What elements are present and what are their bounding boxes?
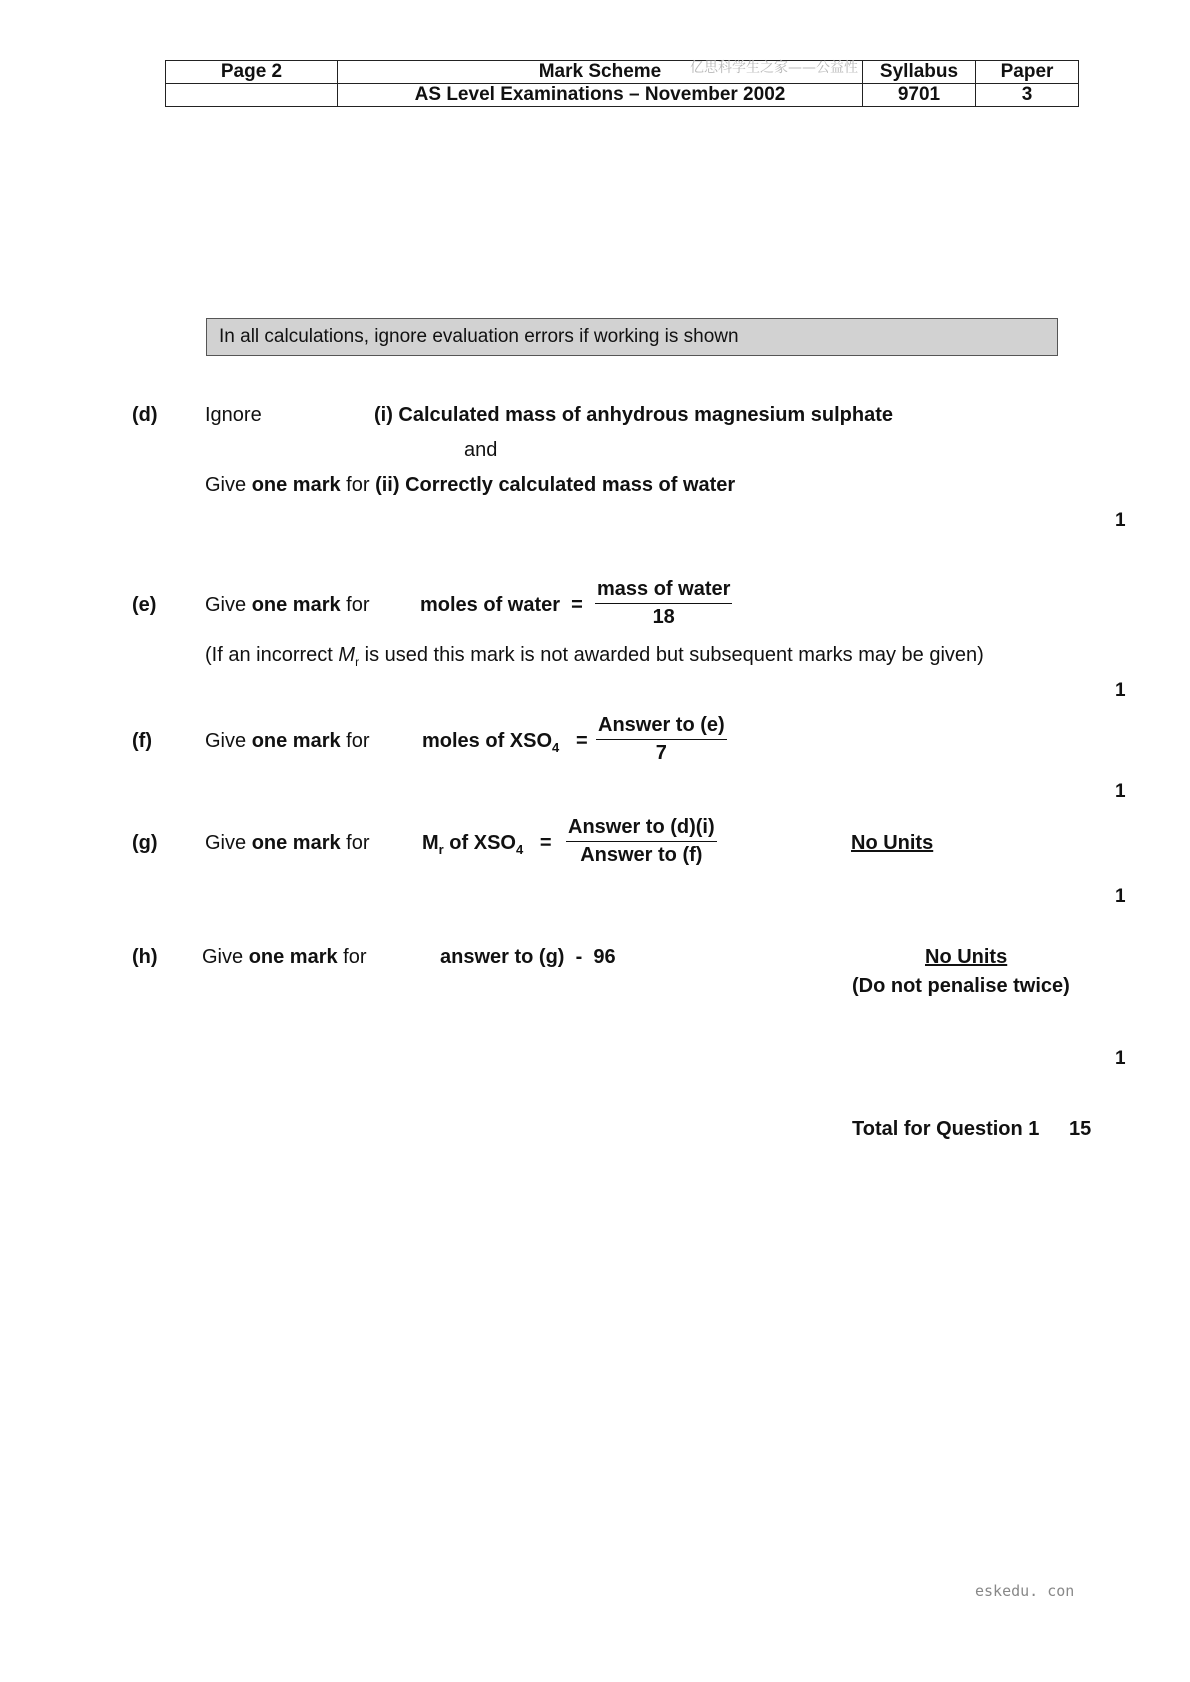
fraction-g-denominator: Answer to (f) bbox=[580, 844, 703, 866]
answer-expression: answer to (g) - 96 bbox=[440, 946, 616, 968]
site-footer: eskedu. con bbox=[975, 1582, 1075, 1600]
give-mark-h: Give one mark for bbox=[202, 946, 367, 968]
item-label-h: (h) bbox=[132, 946, 158, 968]
item-label-f: (f) bbox=[132, 730, 152, 752]
mr-xso4-lhs: $M_r$ of $XSO_4$ = bbox=[422, 832, 552, 857]
fraction-g bbox=[566, 816, 717, 867]
no-units-h: No Units bbox=[925, 946, 1008, 968]
item-label-d: (d) bbox=[132, 404, 158, 426]
ignore-word: Ignore bbox=[205, 404, 262, 426]
ignore-item: (i) Calculated mass of anhydrous magnesium sulphate bbox=[374, 404, 894, 426]
paper-label: Paper bbox=[976, 61, 1079, 84]
mark-d: 1 bbox=[1115, 510, 1126, 531]
fraction-f-numerator: Answer to (e) bbox=[596, 714, 727, 740]
penalise-note: (Do not penalise twice) bbox=[852, 975, 1070, 997]
watermark: 亿思科学生之家——公益性 bbox=[690, 60, 858, 76]
mark-f: 1 bbox=[1115, 781, 1126, 802]
doc-subtitle: AS Level Examinations – November 2002 bbox=[338, 84, 863, 107]
marked-item: (ii) Correctly calculated mass of water bbox=[375, 474, 736, 496]
and-word: and bbox=[464, 439, 498, 461]
give-mark-e: Give one mark for bbox=[205, 594, 370, 616]
paper-value: 3 bbox=[976, 84, 1079, 107]
fraction-f-denominator: 7 bbox=[655, 742, 667, 764]
header-table bbox=[165, 60, 1079, 107]
give-mark-d: Give one mark for (ii) Correctly calculated mass of water bbox=[205, 474, 736, 496]
syllabus-label: Syllabus bbox=[863, 61, 976, 84]
mark-g: 1 bbox=[1115, 886, 1126, 907]
moles-xso4-lhs: moles of $XSO_4$ = bbox=[422, 730, 588, 755]
mr-note: (If an incorrect $M_r$ is used this mark is not awarded but subsequent marks may be given) bbox=[205, 644, 984, 669]
fraction-e bbox=[595, 578, 732, 629]
page-number: Page 2 bbox=[166, 61, 338, 84]
item-label-e: (e) bbox=[132, 594, 157, 616]
fraction-e-denominator: 18 bbox=[652, 606, 675, 628]
doc-title: Mark Scheme bbox=[338, 61, 863, 84]
fraction-g-numerator: Answer to (d)(i) bbox=[566, 816, 717, 842]
mark-e: 1 bbox=[1115, 680, 1126, 701]
total-label: Total for Question 1 bbox=[852, 1118, 1040, 1140]
mark-h: 1 bbox=[1115, 1048, 1126, 1069]
item-label-g: (g) bbox=[132, 832, 158, 854]
give-mark-g: Give one mark for bbox=[205, 832, 370, 854]
fraction-e-numerator: mass of water bbox=[595, 578, 732, 604]
no-units-g: No Units bbox=[851, 832, 934, 854]
moles-water-lhs: moles of water = bbox=[420, 594, 583, 616]
calculation-note: In all calculations, ignore evaluation errors if working is shown bbox=[206, 318, 1058, 356]
give-mark-f: Give one mark for bbox=[205, 730, 370, 752]
syllabus-value: 9701 bbox=[863, 84, 976, 107]
total-value: 15 bbox=[1069, 1118, 1092, 1140]
fraction-f bbox=[596, 714, 727, 765]
empty-cell bbox=[166, 84, 338, 107]
